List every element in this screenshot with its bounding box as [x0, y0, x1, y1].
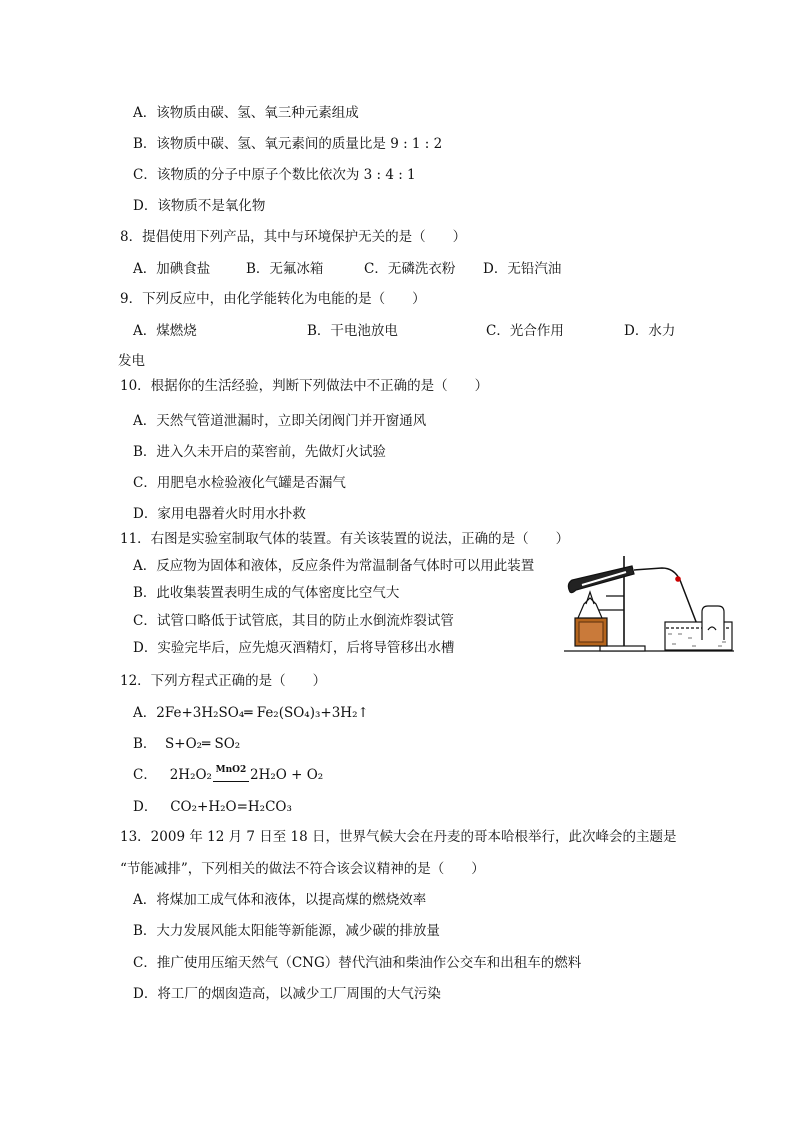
- q12-option-a: [133, 704, 369, 722]
- q13-stem-line2: “节能减排”，下列相关的做法不符合该会议精神的是（ ）: [120, 861, 485, 877]
- q8-stem: 8．提倡使用下列产品，其中与环境保护无关的是（ ）: [120, 229, 467, 245]
- q7-option-b: B．该物质中碳、氢、氧元素间的质量比是 9 : 1 : 2: [133, 136, 443, 152]
- q12-option-d-equation: CO₂+H₂O=H₂CO₃: [170, 799, 292, 815]
- q7-option-c: C．该物质的分子中原子个数比依次为 3 : 4 : 1: [133, 167, 416, 183]
- q12-option-c-reactant: 2H₂O₂: [169, 767, 212, 783]
- q12-option-c-product: 2H₂O + O₂: [249, 767, 324, 783]
- q9-stem: 9．下列反应中，由化学能转化为电能的是（ ）: [120, 291, 426, 307]
- q11-option-c: C．试管口略低于试管底，其目的防止水倒流炸裂试管: [133, 613, 454, 629]
- q10-option-d: D．家用电器着火时用水扑救: [133, 506, 306, 522]
- q13-option-d: D．将工厂的烟囱造高，以减少工厂周围的大气污染: [133, 986, 441, 1002]
- q10-stem: 10．根据你的生活经验，判断下列做法中不正确的是（ ）: [120, 378, 489, 394]
- q12-option-b: [133, 735, 240, 753]
- q9-options: [0, 322, 794, 340]
- q13-stem-line1: 13．2009 年 12 月 7 日至 18 日，世界气候大会在丹麦的哥本哈根举行，此次峰会的主题是: [120, 829, 677, 845]
- q8-option-c: C．无磷洗衣粉: [364, 261, 456, 277]
- q11-option-b: B．此收集装置表明生成的气体密度比空气大: [133, 585, 400, 601]
- q12-option-a-label: A．: [133, 705, 157, 721]
- q12-option-c-label: C．: [133, 767, 157, 783]
- q7-option-d: D．该物质不是氧化物: [133, 198, 266, 214]
- q9-option-d-wrap: 发电: [118, 353, 145, 369]
- q8-options: [0, 260, 794, 278]
- q10-option-b: B．进入久未开启的菜窖前，先做灯火试验: [133, 444, 386, 460]
- q11-option-d: D．实验完毕后，应先熄灭酒精灯，后将导管移出水槽: [133, 640, 455, 656]
- q10-option-c: C．用肥皂水检验液化气罐是否漏气: [133, 475, 346, 491]
- q8-option-a: A．加碘食盐: [133, 261, 211, 277]
- q9-option-d: D．水力: [624, 323, 676, 339]
- q12-option-b-label: B．: [133, 736, 157, 752]
- gas-generation-apparatus-figure: [562, 552, 736, 656]
- q12-option-b-equation: S+O₂═ SO₂: [165, 736, 241, 752]
- q8-option-d: D．无铅汽油: [483, 261, 562, 277]
- q9-option-b: B．干电池放电: [307, 323, 398, 339]
- q13-option-a: A．将煤加工成气体和液体，以提高煤的燃烧效率: [133, 892, 427, 908]
- q7-option-a: A．该物质由碳、氢、氧三种元素组成: [133, 105, 359, 121]
- q9-option-a: A．煤燃烧: [133, 323, 197, 339]
- q12-stem: 12．下列方程式正确的是（ ）: [120, 673, 327, 689]
- q12-option-c-catalyst: MnO2: [213, 761, 249, 779]
- q12-option-d-label: D．: [133, 799, 158, 815]
- q13-option-b: B．大力发展风能太阳能等新能源，减少碳的排放量: [133, 923, 440, 939]
- q11-option-a: A．反应物为固体和液体，反应条件为常温制备气体时可以用此装置: [133, 558, 535, 574]
- q12-option-a-equation: 2Fe+3H₂SO₄═ Fe₂(SO₄)₃+3H₂↑: [156, 705, 369, 721]
- q8-option-b: B．无氟冰箱: [246, 261, 324, 277]
- q10-option-a: A．天然气管道泄漏时，立即关闭阀门并开窗通风: [133, 413, 427, 429]
- q12-option-d: [133, 798, 292, 816]
- q13-option-c: C．推广使用压缩天然气（CNG）替代汽油和柴油作公交车和出租车的燃料: [133, 955, 582, 971]
- q11-stem: 11．右图是实验室制取气体的装置。有关该装置的说法，正确的是（ ）: [120, 531, 570, 547]
- q9-option-c: C．光合作用: [486, 323, 564, 339]
- q12-option-c: [133, 766, 323, 786]
